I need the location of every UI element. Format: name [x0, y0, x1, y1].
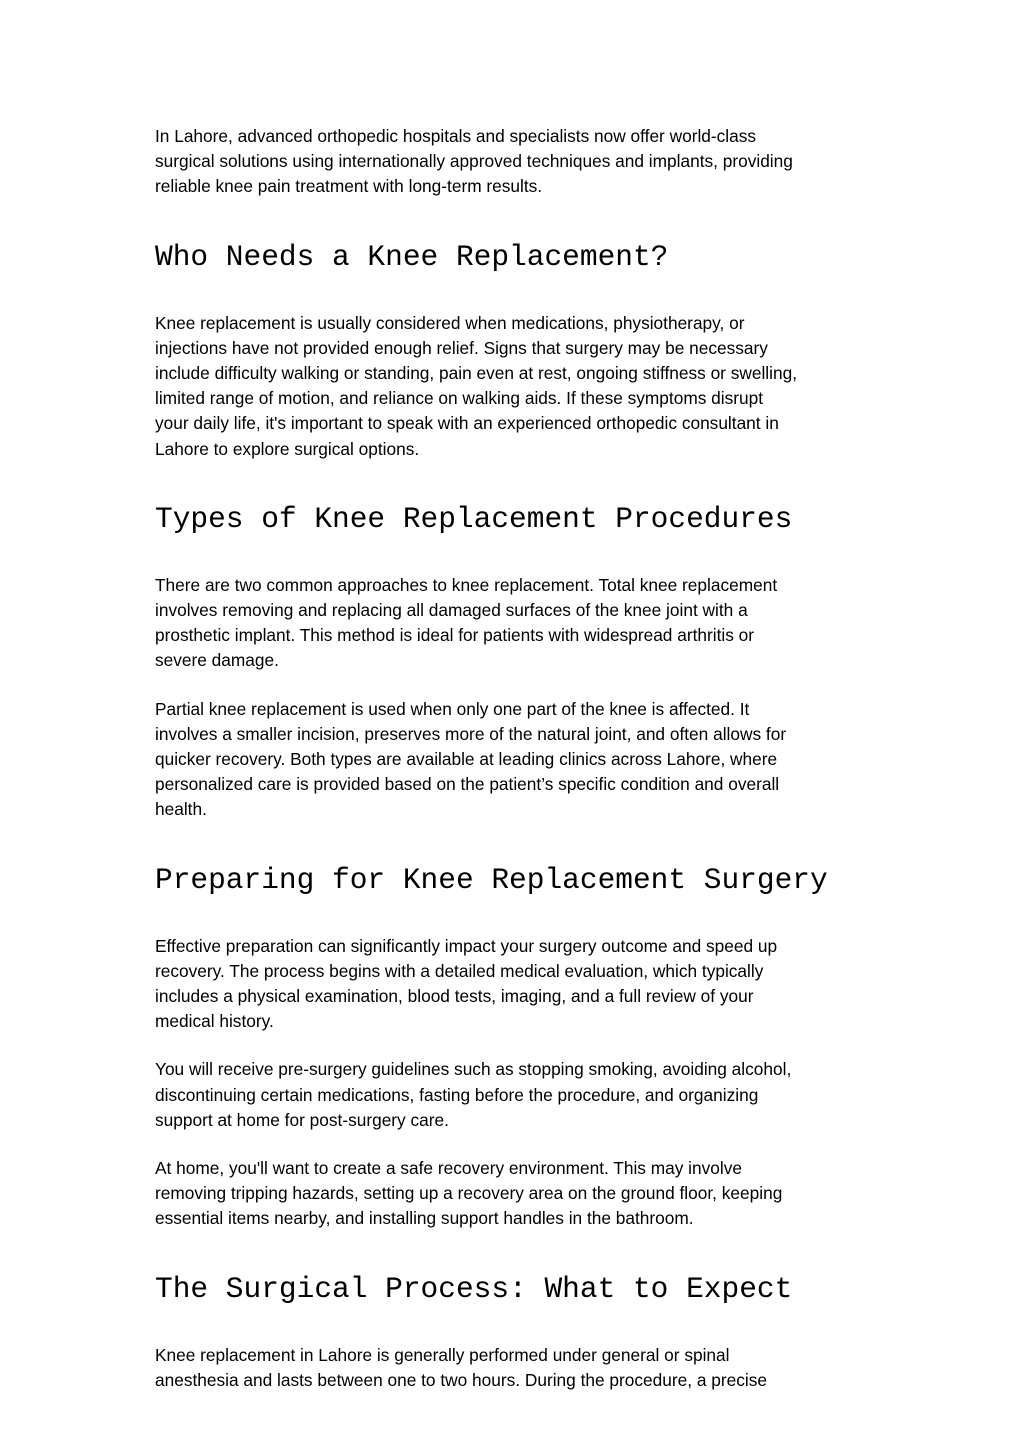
- text-line: Knee replacement in Lahore is generally performed under general or spinal: [155, 1344, 730, 1365]
- text-line: severe damage.: [155, 650, 279, 671]
- text-line: include difficulty walking or standing, pain even at rest, ongoing stiffness or swelling,: [155, 363, 798, 384]
- text-line: There are two common approaches to knee replacement. Total knee replacement: [155, 574, 778, 595]
- text-line: involves a smaller incision, preserves more of the natural joint, and often allows for: [155, 723, 787, 744]
- paragraph: [155, 1156, 875, 1232]
- text-line: Knee replacement is usually considered when medications, physiotherapy, or: [155, 312, 745, 333]
- text-line: essential items nearby, and installing support handles in the bathroom.: [155, 1208, 694, 1229]
- section-heading-who-needs: Who Needs a Knee Replacement?: [155, 239, 669, 274]
- section-heading-surgical-process: The Surgical Process: What to Expect: [155, 1271, 793, 1306]
- paragraph: [155, 1057, 875, 1133]
- text-line: Effective preparation can significantly impact your surgery outcome and speed up: [155, 935, 778, 956]
- paragraph: [155, 697, 875, 823]
- text-line: medical history.: [155, 1011, 274, 1032]
- text-line: limited range of motion, and reliance on walking aids. If these symptoms disrupt: [155, 388, 764, 409]
- document-page: [155, 124, 875, 1393]
- paragraph: [155, 311, 875, 462]
- section-heading-types: Types of Knee Replacement Procedures: [155, 501, 793, 536]
- text-line: personalized care is provided based on the patient’s specific condition and overall: [155, 774, 780, 795]
- text-line: reliable knee pain treatment with long-term results.: [155, 176, 543, 197]
- text-line: Partial knee replacement is used when only one part of the knee is affected. It: [155, 698, 750, 719]
- text-line: recovery. The process begins with a detailed medical evaluation, which typically: [155, 960, 764, 981]
- text-line: health.: [155, 799, 207, 820]
- text-line: injections have not provided enough relief. Signs that surgery may be necessary: [155, 337, 768, 358]
- text-line: support at home for post-surgery care.: [155, 1109, 449, 1130]
- text-line: your daily life, it's important to speak with an experienced orthopedic consultant in: [155, 413, 779, 434]
- intro-paragraph: [155, 124, 875, 200]
- text-line: quicker recovery. Both types are available at leading clinics across Lahore, where: [155, 749, 778, 770]
- text-line: surgical solutions using internationally approved techniques and implants, providing: [155, 151, 793, 172]
- text-line: prosthetic implant. This method is ideal for patients with widespread arthritis or: [155, 625, 755, 646]
- text-line: Lahore to explore surgical options.: [155, 438, 420, 459]
- text-line: discontinuing certain medications, fasting before the procedure, and organizing: [155, 1084, 759, 1105]
- text-line: includes a physical examination, blood tests, imaging, and a full review of your: [155, 986, 754, 1007]
- text-line: anesthesia and lasts between one to two hours. During the procedure, a precise: [155, 1369, 767, 1390]
- text-line: You will receive pre-surgery guidelines such as stopping smoking, avoiding alcohol,: [155, 1059, 792, 1080]
- paragraph: [155, 1343, 875, 1393]
- text-line: removing tripping hazards, setting up a recovery area on the ground floor, keeping: [155, 1183, 783, 1204]
- paragraph: [155, 573, 875, 674]
- section-heading-preparing: Preparing for Knee Replacement Surgery: [155, 862, 828, 897]
- text-line: involves removing and replacing all damaged surfaces of the knee joint with a: [155, 600, 748, 621]
- text-line: In Lahore, advanced orthopedic hospitals and specialists now offer world-class: [155, 126, 757, 146]
- text-line: At home, you'll want to create a safe recovery environment. This may involve: [155, 1158, 742, 1179]
- paragraph: [155, 934, 875, 1035]
